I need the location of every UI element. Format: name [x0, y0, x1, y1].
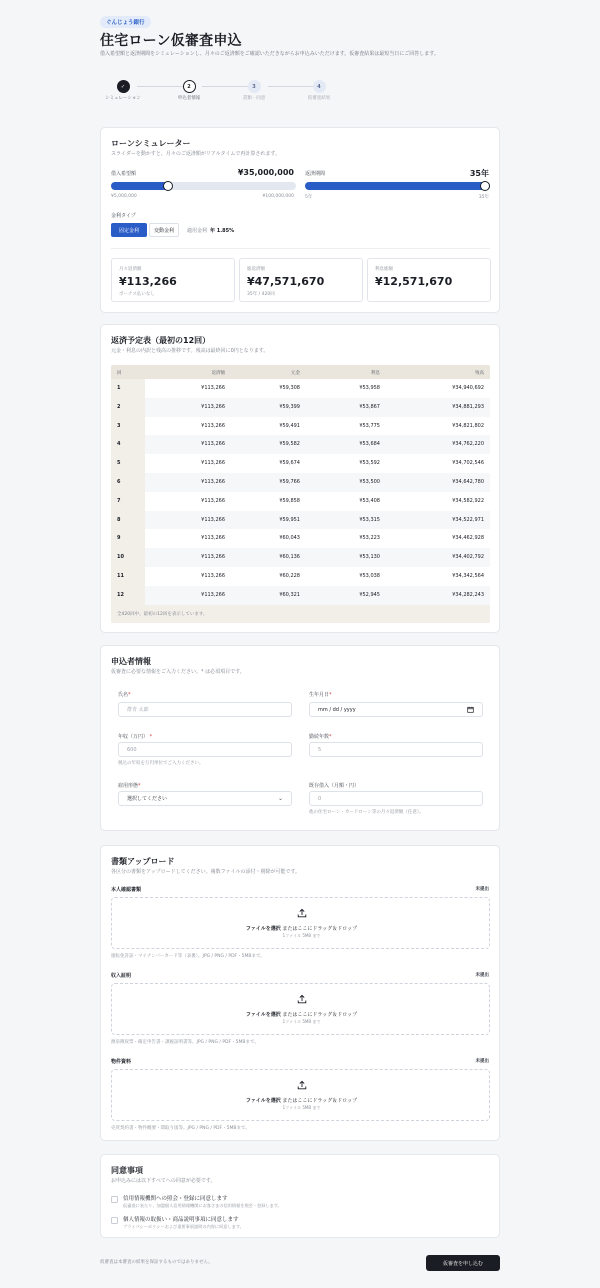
table-row [111, 511, 490, 530]
dob-placeholder: mm / dd / yyyy [318, 706, 356, 713]
upload-label-property: 物件資料 [111, 1059, 132, 1065]
row-background [145, 492, 490, 511]
schedule-card [100, 324, 500, 633]
upload-hint-property: 売買契約書・物件概要・間取り図等。JPG / PNG / PDF・5MBまで。 [111, 1126, 250, 1131]
dropzone-text [112, 1097, 491, 1104]
select-file-link[interactable]: ファイルを選択 [245, 1098, 281, 1104]
submit-button[interactable]: 仮審査を申し込む [426, 1255, 500, 1271]
employment-select[interactable] [118, 791, 292, 806]
table-row [111, 398, 490, 417]
table-cell: ¥113,266 [201, 460, 225, 467]
applied-rate-value: 年 1.85% [210, 228, 235, 234]
dropzone-text [112, 925, 491, 932]
consent-subtitle: お申込みには以下すべてへの同意が必要です。 [111, 1178, 216, 1184]
row-background [145, 454, 490, 473]
table-cell: 6 [117, 479, 121, 485]
table-cell: ¥34,940,692 [452, 385, 484, 391]
table-footer: 全420回中、最初の12回を表示しています。 [117, 612, 208, 617]
table-cell: ¥60,321 [279, 591, 300, 598]
table-row [111, 548, 490, 567]
dropzone-size: 1ファイル 5MB まで [282, 1105, 321, 1110]
table-row [111, 379, 490, 398]
debt-hint: 他の住宅ローン・カードローン等の月々返済額（任意）。 [309, 810, 424, 815]
step-applicant[interactable] [164, 80, 214, 102]
table-cell: ¥59,582 [279, 441, 300, 448]
table-cell: 3 [117, 422, 121, 429]
table-row [111, 529, 490, 548]
income-hint: 税込の年収を万円単位でご入力ください。 [118, 761, 204, 766]
applicant-subtitle: 仮審査に必要な情報をご入力ください。* は必須項目です。 [111, 669, 245, 675]
name-label: 氏名* [118, 692, 131, 698]
step-label: シミュレーション [105, 96, 141, 101]
table-cell: ¥113,266 [201, 591, 225, 598]
check-icon: ✓ [117, 80, 130, 93]
table-cell: ¥60,228 [279, 573, 300, 579]
table-cell: 5 [117, 460, 121, 467]
table-cell: ¥113,266 [201, 441, 225, 448]
step-number: 3 [248, 80, 261, 93]
table-cell: ¥34,282,243 [452, 591, 484, 598]
progress-steps [100, 80, 500, 110]
table-header [111, 365, 490, 379]
calendar-icon[interactable] [467, 706, 474, 713]
select-file-link[interactable]: ファイルを選択 [245, 926, 281, 932]
term-slider-thumb[interactable] [480, 181, 490, 191]
applied-rate-label: 適用金利 [187, 228, 208, 234]
table-row [111, 417, 490, 436]
upload-icon [297, 1080, 307, 1090]
simulator-card [100, 127, 500, 313]
table-cell: ¥59,491 [279, 422, 300, 429]
upload-status-income: 未提出 [475, 973, 489, 978]
drop-text: またはここにドラッグ＆ドロップ [282, 1098, 358, 1104]
table-cell: ¥34,582,922 [452, 497, 484, 504]
header-cell: 残高 [475, 371, 484, 376]
table-cell: 9 [117, 535, 121, 542]
documents-title: 書類アップロード [111, 857, 175, 866]
table-cell: ¥34,462,928 [452, 535, 484, 542]
table-row [111, 586, 490, 605]
result-label: 総返済額 [247, 267, 265, 272]
table-cell: ¥52,945 [359, 591, 380, 598]
simulator-subtitle: スライダーを動かすと、月々のご返済額がリアルタイムで再計算されます。 [111, 151, 280, 157]
table-cell: ¥60,136 [279, 554, 300, 561]
consent-title: 同意事項 [111, 1166, 143, 1175]
table-cell: ¥34,881,293 [452, 403, 484, 410]
loan-value: ¥35,000,000 [237, 168, 294, 177]
term-value: 35年 [469, 169, 489, 178]
row-background [145, 511, 490, 530]
schedule-subtitle: 元金・利息の内訳と残高の推移です。残高は最終回に0円となります。 [111, 348, 269, 354]
table-cell: ¥34,342,564 [452, 573, 484, 579]
dropzone-size: 1ファイル 5MB まで [282, 933, 321, 938]
result-interest [367, 258, 491, 302]
row-background [145, 567, 490, 586]
rate-variable-button[interactable]: 変動金利 [149, 223, 179, 237]
step-label: 仮審査結果 [307, 96, 331, 101]
term-max: 35年 [478, 195, 489, 200]
table-cell: ¥53,038 [359, 573, 380, 579]
header-cell: 元金 [291, 371, 300, 376]
table-cell: 11 [117, 573, 124, 579]
step-result[interactable] [294, 80, 344, 102]
result-value: ¥12,571,670 [375, 275, 453, 288]
loan-slider[interactable] [111, 182, 296, 190]
term-label: 返済期間 [305, 171, 326, 177]
bank-badge: ぐんじょう銀行 [100, 16, 151, 28]
term-slider[interactable] [305, 182, 490, 190]
table-cell: ¥53,592 [359, 460, 380, 467]
applicant-card [100, 645, 500, 831]
documents-card [100, 845, 500, 1141]
table-cell: 10 [117, 554, 124, 561]
table-cell: ¥113,266 [201, 554, 225, 561]
row-background [145, 417, 490, 436]
step-simulation[interactable] [98, 80, 148, 102]
upload-label-income: 収入証明 [111, 973, 132, 979]
upload-icon [297, 994, 307, 1004]
table-cell: ¥113,266 [201, 535, 225, 542]
upload-icon [297, 908, 307, 918]
table-cell: ¥34,522,971 [452, 516, 484, 523]
result-value: ¥113,266 [119, 275, 177, 288]
name-input[interactable]: 群青 太郎 [118, 702, 292, 717]
header-cell: 回 [117, 371, 122, 376]
consent-sub-privacy: プライバシーポリシーおよび重要事項説明の内容に同意します。 [123, 1224, 244, 1229]
row-background [145, 529, 490, 548]
debt-label: 既存借入（月額・円） [309, 783, 360, 789]
table-cell: ¥34,642,780 [452, 479, 484, 485]
table-cell: ¥34,402,792 [452, 554, 484, 561]
table-cell: ¥59,674 [279, 460, 300, 467]
table-row [111, 473, 490, 492]
upload-label-id: 本人確認書類 [111, 887, 142, 893]
table-row [111, 492, 490, 511]
upload-status-id: 未提出 [475, 887, 489, 892]
drop-text: またはここにドラッグ＆ドロップ [282, 926, 358, 932]
result-note: ボーナス払いなし [119, 292, 155, 297]
table-cell: ¥59,399 [279, 403, 300, 410]
result-label: 利息総額 [375, 267, 393, 272]
table-cell: ¥53,315 [359, 516, 380, 523]
table-cell: ¥113,266 [201, 403, 225, 410]
divider [111, 248, 490, 249]
chevron-down-icon: ⌄ [277, 795, 283, 802]
table-cell: ¥59,951 [279, 516, 300, 523]
result-monthly [111, 258, 235, 302]
table-cell: 12 [117, 591, 124, 598]
step-label: 申込者情報 [177, 96, 201, 101]
table-cell: ¥53,130 [359, 554, 380, 561]
table-cell: 4 [117, 441, 121, 448]
page-title: 住宅ローン仮審査申込 [100, 33, 242, 49]
rate-fixed-button[interactable]: 固定金利 [111, 223, 147, 237]
debt-input[interactable]: 0 [309, 791, 483, 806]
table-cell: ¥60,043 [279, 535, 300, 542]
dob-label: 生年月日* [309, 692, 332, 698]
upload-hint-income: 源泉徴収票・確定申告書・課税証明書等。JPG / PNG / PDF・5MBまで。 [111, 1040, 259, 1045]
table-row [111, 435, 490, 454]
table-cell: 8 [117, 516, 121, 523]
table-cell: ¥113,266 [201, 573, 225, 579]
header-cell: 利息 [371, 371, 380, 376]
table-cell: 2 [117, 403, 121, 410]
step-documents[interactable] [229, 80, 279, 102]
table-cell: ¥59,858 [279, 497, 300, 504]
table-cell: ¥113,266 [201, 516, 225, 523]
loan-slider-fill [111, 182, 168, 190]
rate-type-label: 金利タイプ [111, 213, 136, 219]
drop-text: またはここにドラッグ＆ドロップ [282, 1012, 358, 1018]
table-cell: ¥53,958 [359, 385, 380, 391]
row-background [145, 586, 490, 605]
select-file-link[interactable]: ファイルを選択 [245, 1012, 281, 1018]
table-cell: ¥113,266 [201, 479, 225, 485]
result-total [239, 258, 363, 302]
employment-label: 雇用形態* [118, 783, 141, 789]
row-background [145, 435, 490, 454]
schedule-table [111, 365, 490, 623]
table-cell: ¥53,223 [359, 535, 380, 542]
table-cell: 1 [117, 385, 121, 391]
table-cell: 7 [117, 497, 121, 504]
table-cell: ¥113,266 [201, 497, 225, 504]
simulator-title: ローンシミュレーター [111, 139, 191, 148]
row-background [145, 548, 490, 567]
employment-value: 選択してください [127, 796, 168, 802]
years-input[interactable]: 5 [309, 742, 483, 757]
table-cell: ¥59,308 [279, 385, 300, 391]
step-number: 2 [183, 80, 196, 93]
row-background [145, 473, 490, 492]
upload-hint-id: 運転免許証・マイナンバーカード等（表裏）。JPG / PNG / PDF・5MBまで。 [111, 954, 265, 959]
dob-input[interactable] [309, 702, 483, 717]
table-cell: ¥53,500 [359, 479, 380, 485]
table-cell: ¥53,684 [359, 441, 380, 448]
header-cell: 返済額 [211, 371, 225, 376]
dropzone-property[interactable] [111, 1069, 490, 1121]
consent-title-credit: 信用情報機関への照会・登録に同意します [123, 1196, 228, 1202]
dropzone-text [112, 1011, 491, 1018]
table-cell: ¥53,408 [359, 497, 380, 504]
applicant-title: 申込者情報 [111, 657, 151, 666]
table-cell: ¥59,766 [279, 479, 300, 485]
consent-title-privacy: 個人情報の取扱い・商品説明事項に同意します [123, 1217, 239, 1223]
table-cell: ¥53,867 [359, 403, 380, 410]
income-input[interactable]: 600 [118, 742, 292, 757]
years-label: 勤続年数* [309, 734, 332, 740]
table-cell: ¥113,266 [201, 385, 225, 391]
loan-label: 借入希望額 [111, 171, 137, 177]
loan-slider-thumb[interactable] [163, 181, 173, 191]
footer-note: 仮審査は本審査の結果を保証するものではありません。 [100, 1260, 213, 1265]
upload-status-property: 未提出 [475, 1059, 489, 1064]
consent-sub-credit: 仮審査に表たり、加盟個人信用情報機関にお客さまの信用情報を照会・登録します。 [123, 1203, 282, 1208]
row-background [145, 379, 490, 398]
table-row [111, 454, 490, 473]
documents-subtitle: 各区分の書類をアップロードしてください。複数ファイルの添付・削除が可能です。 [111, 869, 301, 875]
term-min: 5年 [305, 195, 313, 200]
dropzone-id[interactable] [111, 897, 490, 949]
term-slider-fill [305, 182, 490, 190]
dropzone-size: 1ファイル 5MB まで [282, 1019, 321, 1024]
step-label: 書類・同意 [242, 96, 266, 101]
table-row [111, 567, 490, 586]
loan-max: ¥100,000,000 [262, 194, 294, 199]
step-number: 4 [313, 80, 326, 93]
consent-card [100, 1154, 500, 1238]
page-lead: 借入希望額と返済期間をシミュレーションし、月々のご返済額をご確認いただきながらお申込みいただけます。仮審査結果は最短当日にご回答します。 [100, 51, 439, 57]
result-value: ¥47,571,670 [247, 275, 325, 288]
table-cell: ¥113,266 [201, 422, 225, 429]
consent-checkbox-credit[interactable] [111, 1196, 118, 1203]
income-label: 年収（万円） * [118, 734, 153, 740]
consent-checkbox-privacy[interactable] [111, 1217, 118, 1224]
loan-min: ¥5,000,000 [111, 194, 137, 199]
table-cell: ¥53,775 [359, 422, 380, 429]
schedule-title: 返済予定表（最初の12回） [111, 336, 211, 345]
dropzone-income[interactable] [111, 983, 490, 1035]
row-background [145, 398, 490, 417]
result-note: 35年 / 420回 [247, 292, 275, 297]
table-cell: ¥34,702,546 [452, 460, 484, 467]
result-label: 月々返済額 [119, 267, 142, 272]
table-cell: ¥34,762,220 [452, 441, 484, 448]
table-cell: ¥34,821,802 [452, 422, 484, 429]
